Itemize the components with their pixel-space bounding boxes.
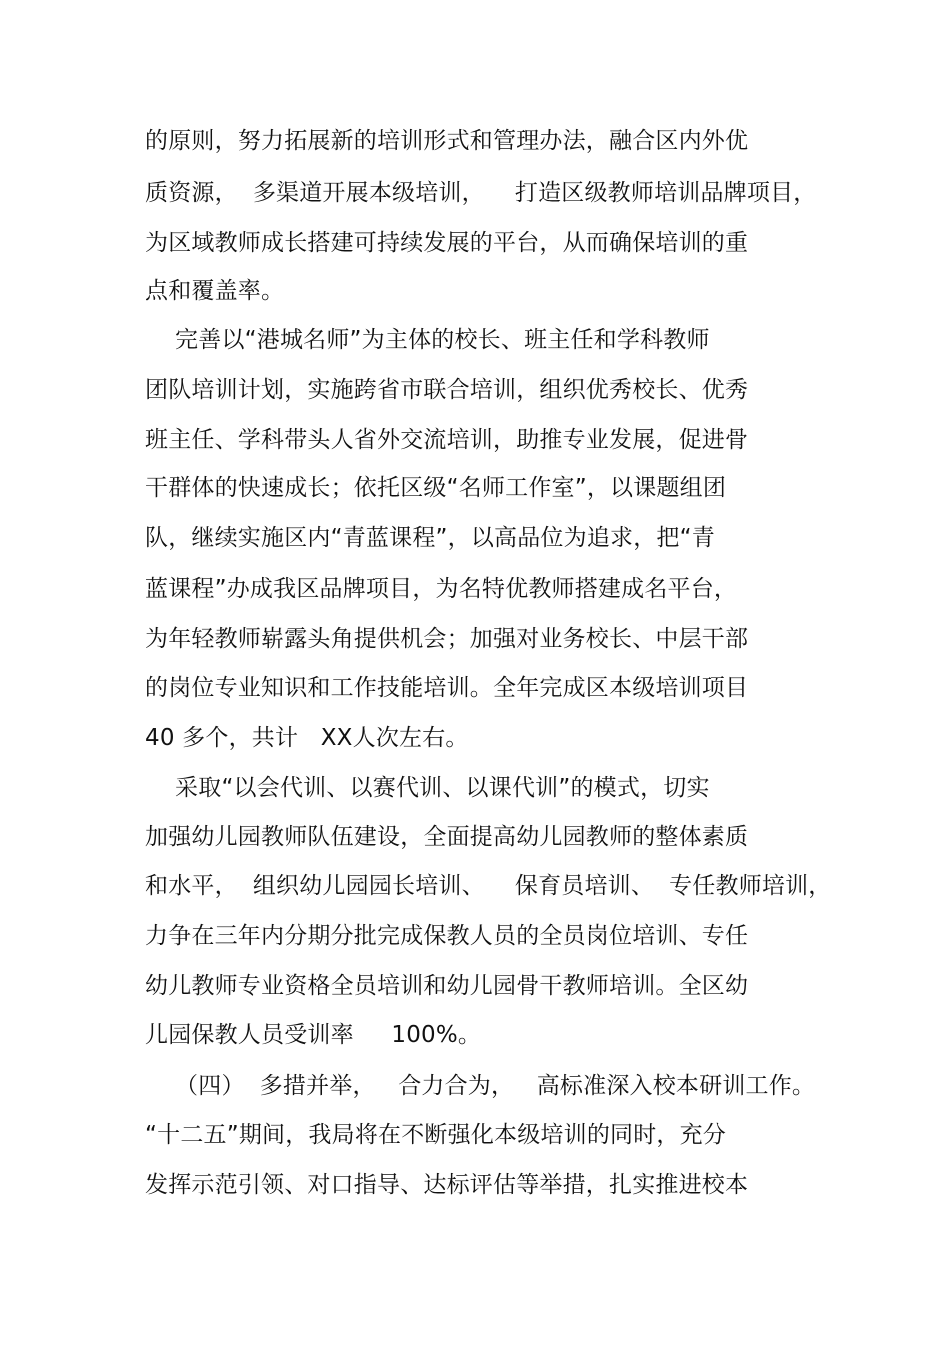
text-line: 的原则，努力拓展新的培训形式和管理办法，融合区内外优 bbox=[145, 128, 749, 154]
text-line: 为区域教师成长搭建可持续发展的平台，从而确保培训的重 bbox=[145, 230, 749, 256]
text-line: 质资源， 多渠道开展本级培训， 打造区级教师培训品牌项目， bbox=[145, 180, 817, 206]
text-line: （四） 多措并举， 合力合为， 高标准深入校本研训工作。 bbox=[145, 1073, 816, 1099]
text-line: 团队培训计划，实施跨省市联合培训，组织优秀校长、优秀 bbox=[145, 377, 749, 403]
text-line: 的岗位专业知识和工作技能培训。全年完成区本级培训项目 bbox=[145, 675, 749, 701]
text-line: 儿园保教人员受训率 100%。 bbox=[145, 1022, 482, 1048]
text-line: 队，继续实施区内“青蓝课程”，以高品位为追求，把“青 bbox=[145, 525, 715, 551]
text-line: 蓝课程”办成我区品牌项目，为名特优教师搭建成名平台， bbox=[145, 576, 738, 602]
text-line: 40 多个，共计 XX人次左右。 bbox=[145, 725, 469, 751]
text-line: 为年轻教师崭露头角提供机会；加强对业务校长、中层干部 bbox=[145, 626, 749, 652]
text-line: 和水平， 组织幼儿园园长培训、 保育员培训、 专任教师培训， bbox=[145, 873, 832, 899]
text-line: 班主任、学科带头人省外交流培训，助推专业发展，促进骨 bbox=[145, 427, 749, 453]
text-line: 完善以“港城名师”为主体的校长、班主任和学科教师 bbox=[145, 327, 710, 353]
text-line: 幼儿教师专业资格全员培训和幼儿园骨干教师培训。全区幼 bbox=[145, 973, 749, 999]
text-line: 加强幼儿园教师队伍建设，全面提高幼儿园教师的整体素质 bbox=[145, 824, 749, 850]
text-line: 点和覆盖率。 bbox=[145, 278, 285, 304]
text-line: 发挥示范引领、对口指导、达标评估等举措，扎实推进校本 bbox=[145, 1172, 749, 1198]
text-line: 干群体的快速成长；依托区级“名师工作室”，以课题组团 bbox=[145, 475, 727, 501]
text-line: 力争在三年内分期分批完成保教人员的全员岗位培训、专任 bbox=[145, 923, 749, 949]
text-line: 采取“以会代训、以赛代训、以课代训”的模式，切实 bbox=[145, 775, 710, 801]
text-line: “十二五”期间，我局将在不断强化本级培训的同时，充分 bbox=[145, 1122, 727, 1148]
